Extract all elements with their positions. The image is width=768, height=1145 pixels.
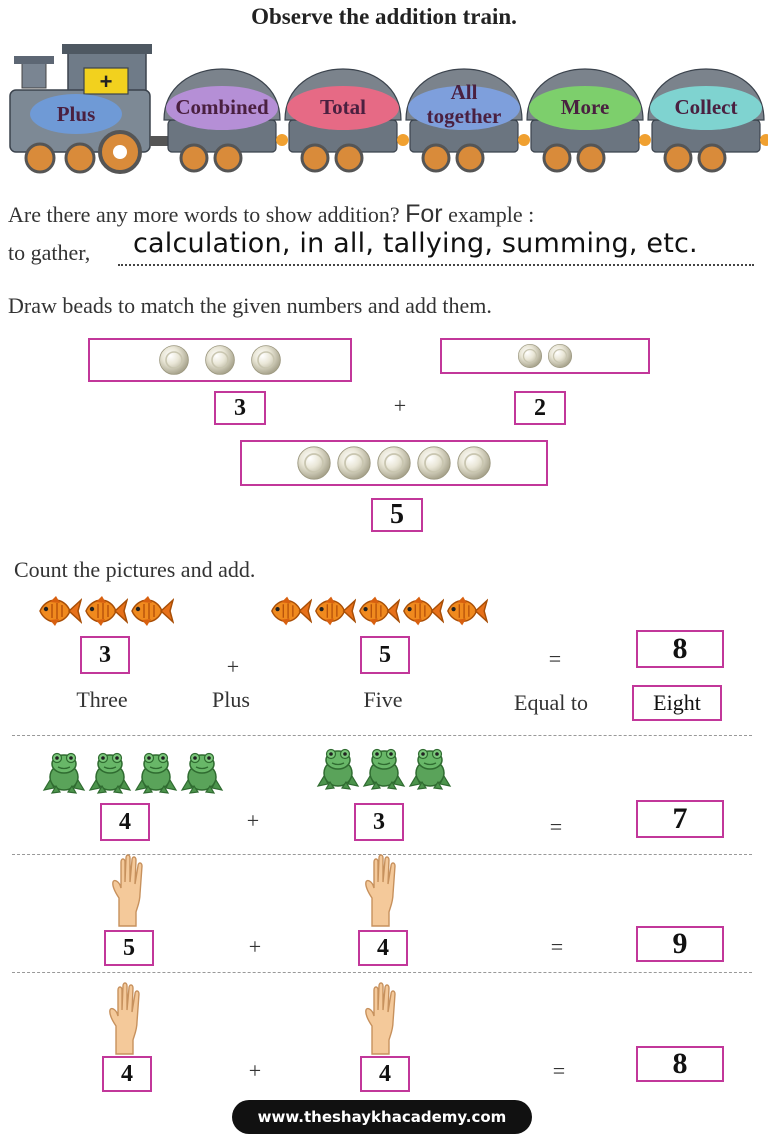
engine-plus-sign: + (99, 69, 113, 94)
fish-icon (128, 594, 174, 628)
fish-icon (268, 594, 312, 628)
pearl-bead-icon (547, 343, 573, 369)
row1-b-word: Five (363, 687, 403, 712)
words-question-suffix: example : (448, 202, 535, 227)
fish-icon (36, 594, 82, 628)
train-car (648, 69, 768, 171)
words-question-prefix: Are there any more words to show addition? (8, 202, 400, 227)
pearl-bead-icon (416, 445, 452, 481)
train-car-label: Combined (175, 95, 269, 119)
frog-icon (42, 750, 86, 794)
row1-a-word: Three (76, 687, 128, 712)
beads-box-total (240, 440, 548, 486)
wheel-icon (544, 145, 570, 171)
pearl-bead-icon (250, 344, 282, 376)
wheel-icon (181, 145, 207, 171)
fish-icon (312, 594, 356, 628)
pearl-bead-icon (336, 445, 372, 481)
fish-icon (400, 594, 444, 628)
wheel-icon (699, 145, 725, 171)
wheel-icon (215, 145, 241, 171)
row3-result-number: 9 (636, 926, 724, 962)
row1-b-number: 5 (360, 636, 410, 674)
wheel-icon (302, 145, 328, 171)
row1-result-word: Eight (632, 685, 722, 721)
row3-equals-sign: = (550, 934, 564, 959)
pearl-bead-icon (456, 445, 492, 481)
pearl-bead-icon (158, 344, 190, 376)
frog-icon (408, 746, 452, 790)
row1-plus-sign: + (226, 654, 240, 679)
beads-plus-sign: + (393, 393, 407, 418)
engine-label: Plus (56, 102, 96, 126)
row1-result-number: 8 (636, 630, 724, 668)
fish-icon (444, 594, 488, 628)
coupler (760, 134, 768, 146)
train-car (527, 69, 651, 171)
addition-train (0, 40, 768, 180)
count-instruction: Count the pictures and add. (14, 557, 256, 582)
wheel-icon (336, 145, 362, 171)
train-car-label: Collect (674, 95, 738, 119)
row2-plus-sign: + (246, 808, 260, 833)
frog-icon (316, 746, 360, 790)
pearl-bead-icon (376, 445, 412, 481)
handwritten-answer: calculation, in all, tallying, summing, etc. (133, 228, 698, 259)
wheel-icon (665, 145, 691, 171)
beads-total (242, 442, 546, 484)
row3-b-number: 4 (358, 930, 408, 966)
frog-icon (134, 750, 178, 794)
row4-a-number: 4 (102, 1056, 152, 1092)
page-title: Observe the addition train. (251, 4, 517, 29)
answer-dotted-line (118, 260, 754, 266)
hand-icon (108, 852, 150, 928)
fish-group-a (36, 594, 174, 628)
frog-group-b (316, 746, 452, 790)
beads-right-number: 2 (514, 391, 566, 425)
row1-a-number: 3 (80, 636, 130, 674)
footer-url[interactable]: www.theshaykhacademy.com (232, 1100, 532, 1134)
words-question-for: For (405, 200, 443, 228)
beads-box-left (88, 338, 352, 382)
train-car-label: All together (426, 80, 502, 128)
fish-icon (356, 594, 400, 628)
row2-b-number: 3 (354, 803, 404, 841)
row1-equals-sign: = (548, 646, 562, 671)
row-separator (12, 735, 752, 736)
coupler (518, 134, 530, 146)
fish-icon (82, 594, 128, 628)
row4-equals-sign: = (552, 1058, 566, 1083)
hand-icon (362, 980, 402, 1056)
beads-instruction: Draw beads to match the given numbers and add them. (8, 293, 492, 318)
coupler (276, 134, 288, 146)
row-separator (12, 972, 752, 973)
beads-right (442, 340, 648, 372)
row2-a-number: 4 (100, 803, 150, 841)
coupler (397, 134, 409, 146)
frog-icon (180, 750, 224, 794)
words-line2-prefix: to gather, (8, 240, 91, 265)
train-car-label: More (560, 95, 610, 119)
beads-left (90, 340, 350, 380)
row4-plus-sign: + (248, 1058, 262, 1083)
train-engine (10, 44, 170, 172)
train-car-label: Total (320, 95, 366, 119)
beads-left-number: 3 (214, 391, 266, 425)
row4-result-number: 8 (636, 1046, 724, 1082)
wheel-icon (578, 145, 604, 171)
train-car (406, 69, 530, 171)
beads-total-number: 5 (371, 498, 423, 532)
row3-plus-sign: + (248, 934, 262, 959)
train-car (285, 69, 409, 171)
hand-icon (362, 852, 402, 928)
row4-b-number: 4 (360, 1056, 410, 1092)
words-question (8, 200, 758, 229)
beads-box-right (440, 338, 650, 374)
wheel-icon (457, 145, 483, 171)
row1-op-word: Plus (212, 687, 250, 712)
coupler (639, 134, 651, 146)
fish-group-b (268, 594, 488, 628)
row2-equals-sign: = (549, 814, 563, 839)
pearl-bead-icon (204, 344, 236, 376)
wheel-icon (423, 145, 449, 171)
train-car (164, 69, 288, 171)
pearl-bead-icon (517, 343, 543, 369)
hand-icon (106, 980, 146, 1056)
row1-eq-word: Equal to (514, 690, 588, 715)
frog-group-a (42, 750, 224, 794)
row2-result-number: 7 (636, 800, 724, 838)
train-cars (164, 69, 768, 171)
pearl-bead-icon (296, 445, 332, 481)
frog-icon (362, 746, 406, 790)
row3-a-number: 5 (104, 930, 154, 966)
frog-icon (88, 750, 132, 794)
